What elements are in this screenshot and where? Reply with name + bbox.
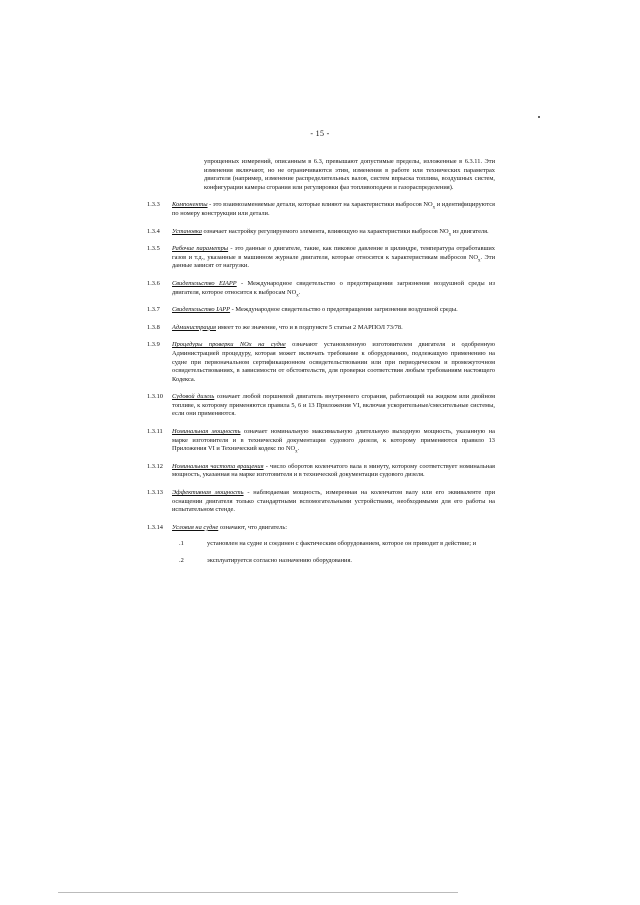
definition-tail: и идентифицируются по номеру конструкции или детали.	[172, 201, 495, 217]
item-number: .2	[179, 557, 184, 564]
definition-text	[172, 201, 495, 218]
definition-text	[172, 280, 495, 297]
definition-tail: из двигателя.	[451, 227, 489, 235]
definition-body: означают установленную изготовителем двигателя и одобренную Администрацией процедуру, которая может включать требование к оборудованию, подлежащую применению на судне при первоначальном сертификационном освидетельствовании или при периодическом и промежуточном освидетельствованиях, в зависимости от обстоятельств, для проверки соответствия любым требованиям настоящего Кодекса.	[172, 341, 496, 383]
definition-paragraph	[147, 280, 495, 297]
defined-term: Свидетельство EIAPP	[172, 279, 237, 287]
item-text: эксплуатируется согласно назначению оборудования.	[207, 557, 353, 564]
section-number: 1.3.5	[147, 245, 160, 253]
section-number: 1.3.6	[147, 279, 160, 287]
definition-text	[172, 341, 495, 384]
definition-body: - Международное свидетельство о предотвращении загрязнения воздушной среды из двигателя, которое относится к выбросам NO	[172, 279, 495, 296]
page-number: - 15 -	[310, 129, 330, 138]
defined-term: Администрация	[172, 323, 216, 331]
continuation-paragraph: упрощенных измерений, описанным в 6.3, превышают допустимые пределы, изложенные в 6.3.11. Эти изменения включают, но не ограничиваются этим, изменения в работе или технических параметрах двигателя (например, изменение распределительных валов, систем впрыска топлива, воздушных систем, конфигурации камеры сгорания или регулировки фаз топливоподачи и газораспределения).	[204, 158, 495, 191]
scan-speck	[538, 116, 540, 118]
subscript: x	[432, 205, 436, 211]
definition-paragraph	[147, 524, 495, 533]
defined-term: Рабочие параметры	[172, 245, 229, 253]
list-item	[147, 557, 495, 566]
defined-term: Условия на судне	[172, 523, 219, 531]
section-number: 1.3.13	[147, 489, 163, 497]
defined-term: Номинальная частота вращения	[172, 462, 264, 470]
section-number: 1.3.11	[147, 428, 163, 436]
definition-text	[172, 324, 495, 333]
definition-body: означает любой поршневой двигатель внутреннего сгорания, работающий на жидком или двойном топливе, к которому применяются правила 5, 6 и 13 Приложения VI, включая ускорительные/смесительные системы, если они применяются.	[172, 393, 495, 418]
definition-tail: .	[298, 288, 301, 296]
definition-paragraph	[147, 463, 495, 480]
defined-term: Установка	[172, 227, 202, 235]
subscript: x	[448, 231, 452, 237]
definition-body: - наблюдаемая мощность, измеренная на коленчатом валу или его эквиваленте при оснащении двигателя только стандартными вспомогательными устройствами, необходимыми для его работы на испытательном стенде.	[172, 489, 496, 514]
definition-body: означает номинальную максимальную длительную выходную мощность, указанную на марке изготовителя и в технической документации судового дизеля, к которому применяются правило 13 Приложения VI и Технический кодекс по NO	[172, 428, 495, 453]
definition-paragraph	[147, 201, 495, 218]
definition-text	[172, 489, 495, 515]
conditions-list	[147, 540, 495, 565]
definition-body: означают, что двигатель:	[218, 523, 288, 531]
footer-rule	[58, 892, 458, 893]
section-number: 1.3.12	[147, 462, 163, 470]
defined-term: Свидетельство IAPP	[172, 306, 231, 314]
definition-body: - это взаимозаменяемые детали, которые влияют на характеристики выбросов NO	[207, 201, 433, 209]
definition-paragraph	[147, 489, 495, 515]
definition-text	[172, 428, 495, 454]
definition-text	[172, 245, 495, 271]
subscript: x	[295, 449, 298, 455]
section-number: 1.3.4	[147, 227, 160, 235]
definition-paragraph	[147, 306, 495, 315]
definition-text	[172, 306, 495, 315]
item-number: .1	[179, 540, 184, 548]
definition-body: - это данные о двигателе, такие, как пиковое давление в цилиндре, температура отработавших газов и т.д., указанные в машинном журнале двигателя, которые относятся к характеристикам выбросов NO	[172, 245, 496, 261]
section-number: 1.3.7	[147, 306, 160, 314]
section-number: 1.3.10	[147, 393, 163, 401]
definition-text	[172, 228, 495, 237]
definition-body: - число оборотов коленчатого вала в минуту, которому соответствует номинальная мощность, указанная на марке изготовителя и в технической документации судового дизеля.	[172, 462, 495, 479]
subscript: x	[477, 258, 481, 264]
definition-text	[172, 524, 495, 533]
defined-term: Судовой дизель	[172, 393, 215, 401]
section-number: 1.3.3	[147, 201, 160, 209]
definition-body: - Международное свидетельство о предотвращении загрязнения воздушной среды.	[230, 306, 458, 314]
body-text	[147, 158, 495, 566]
definition-paragraph	[147, 341, 495, 384]
section-number: 1.3.14	[147, 523, 163, 531]
item-text: установлен на судне и соединен с фактическим оборудованием, которое он приводит в действие; и	[207, 540, 477, 548]
section-number: 1.3.8	[147, 323, 160, 331]
definition-paragraph	[147, 324, 495, 333]
definition-text	[172, 393, 495, 419]
defined-term: Процедуры проверки NOx на судне	[172, 341, 286, 349]
defined-term: Компоненты	[172, 201, 208, 209]
definition-text	[172, 463, 495, 480]
section-number: 1.3.9	[147, 341, 160, 349]
subscript: x	[296, 292, 299, 298]
definition-body: имеет то же значение, что и в подпункте 5 статьи 2 МАРПОЛ 73/78.	[215, 323, 403, 331]
definition-paragraph	[147, 228, 495, 237]
defined-term: Эффективная мощность	[172, 489, 244, 497]
definition-body: означает настройку регулируемого элемента, влияющую на характеристики выбросов NO	[201, 227, 449, 235]
definition-paragraph	[147, 428, 495, 454]
definition-paragraph	[147, 393, 495, 419]
definition-tail: . Эти данные зависят от нагрузки.	[172, 253, 495, 270]
list-item	[147, 540, 495, 549]
definition-tail: .	[297, 445, 300, 453]
defined-term: Номинальная мощность	[172, 428, 241, 436]
definition-paragraph	[147, 245, 495, 271]
definitions-list	[147, 201, 495, 532]
